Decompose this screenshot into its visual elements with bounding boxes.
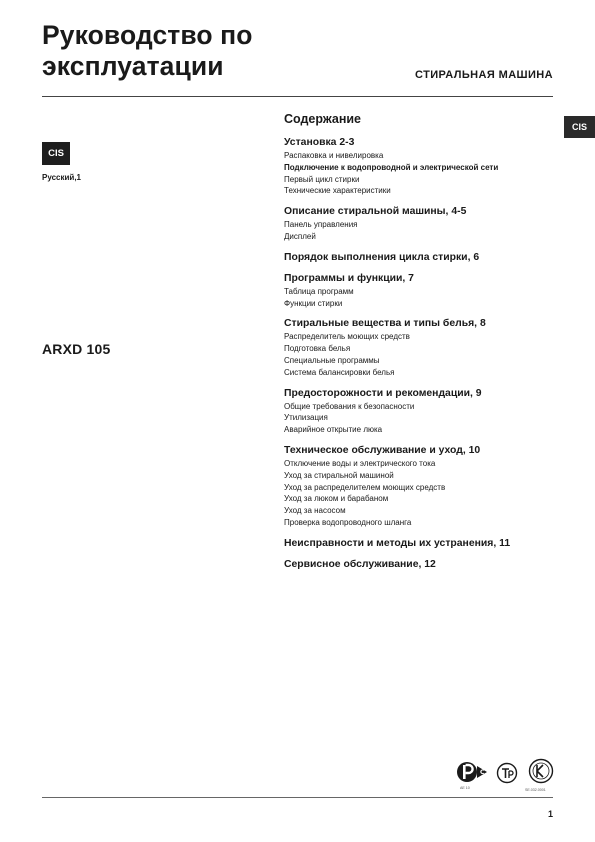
title-line-1: Руководство по [42, 20, 253, 50]
toc-item[interactable]: Подключение к водопроводной и электрической сети [284, 162, 499, 172]
toc-item[interactable]: Аварийное открытие люка [284, 425, 383, 435]
model-name: ARXD 105 [42, 341, 111, 357]
toc-item[interactable]: Первый цикл стирки [284, 174, 360, 184]
toc-section-troubleshooting [284, 537, 574, 550]
toc-item[interactable]: Общие требования к безопасности [284, 401, 415, 411]
toc-item[interactable]: Уход за насосом [284, 506, 346, 516]
toc-section-wash-cycle [284, 251, 574, 264]
toc-item[interactable]: Распределитель моющих средств [284, 332, 410, 342]
toc-section-maintenance [284, 444, 574, 529]
language-link[interactable]: Русский,1 [42, 173, 81, 182]
toc-section-title[interactable]: Стиральные вещества и типы белья, 8 [284, 318, 486, 330]
toc-section-title[interactable]: Неисправности и методы их устранения, 11 [284, 537, 511, 549]
toc-section-precautions [284, 387, 574, 436]
product-type: СТИРАЛЬНАЯ МАШИНА [415, 69, 553, 81]
toc-section-installation [284, 136, 574, 197]
toc-item[interactable]: Уход за стиральной машиной [284, 470, 394, 480]
toc-heading: Содержание [284, 112, 362, 126]
toc-item[interactable]: Функции стирки [284, 298, 343, 308]
toc-section-programs [284, 272, 574, 310]
tp-certification-icon [496, 762, 518, 784]
toc-item[interactable]: Утилизация [284, 413, 328, 423]
toc-section-service [284, 558, 574, 571]
header-divider [42, 96, 553, 97]
toc-section-title[interactable]: Предосторожности и рекомендации, 9 [284, 387, 482, 399]
toc-item[interactable]: Дисплей [284, 231, 316, 241]
toc-section-title[interactable]: Описание стиральной машины, 4-5 [284, 206, 467, 218]
footer-divider [42, 797, 553, 798]
toc-item[interactable]: Технические характеристики [284, 186, 391, 196]
toc-item[interactable]: Проверка водопроводного шланга [284, 517, 412, 527]
document-title [42, 20, 253, 82]
page-number: 1 [547, 809, 553, 819]
certification-logos [456, 758, 556, 794]
certification-caption: SE.032.0001 [525, 788, 546, 792]
side-language-tab: CIS [564, 116, 595, 138]
language-badge: CIS [42, 142, 70, 165]
toc-section-title[interactable]: Программы и функции, 7 [284, 272, 414, 284]
title-line-2: эксплуатации [42, 51, 224, 81]
toc-section-title[interactable]: Техническое обслуживание и уход, 10 [284, 444, 481, 456]
toc-section-title[interactable]: Сервисное обслуживание, 12 [284, 558, 436, 570]
toc-item[interactable]: Система балансировки белья [284, 367, 395, 377]
toc-item[interactable]: Уход за распределителем моющих средств [284, 482, 446, 492]
toc-item[interactable]: Подготовка белья [284, 344, 351, 354]
toc-item[interactable]: Отключение воды и электрического тока [284, 458, 436, 468]
pct-certification-icon [456, 760, 488, 784]
toc-section-description [284, 205, 574, 243]
certification-caption: АЕ 10 [460, 786, 470, 790]
toc-item[interactable]: Панель управления [284, 220, 358, 230]
toc-item[interactable]: Уход за люком и барабаном [284, 494, 389, 504]
table-of-contents [284, 112, 574, 579]
toc-item[interactable]: Специальные программы [284, 355, 380, 365]
toc-section-title[interactable]: Порядок выполнения цикла стирки, 6 [284, 251, 480, 263]
kz-certification-icon [528, 758, 554, 784]
svg-text:C: C [480, 769, 485, 776]
toc-section-detergents [284, 317, 574, 378]
toc-item[interactable]: Распаковка и нивелировка [284, 151, 384, 160]
toc-item[interactable]: Таблица программ [284, 286, 354, 296]
toc-section-title[interactable]: Установка 2-3 [284, 137, 355, 148]
